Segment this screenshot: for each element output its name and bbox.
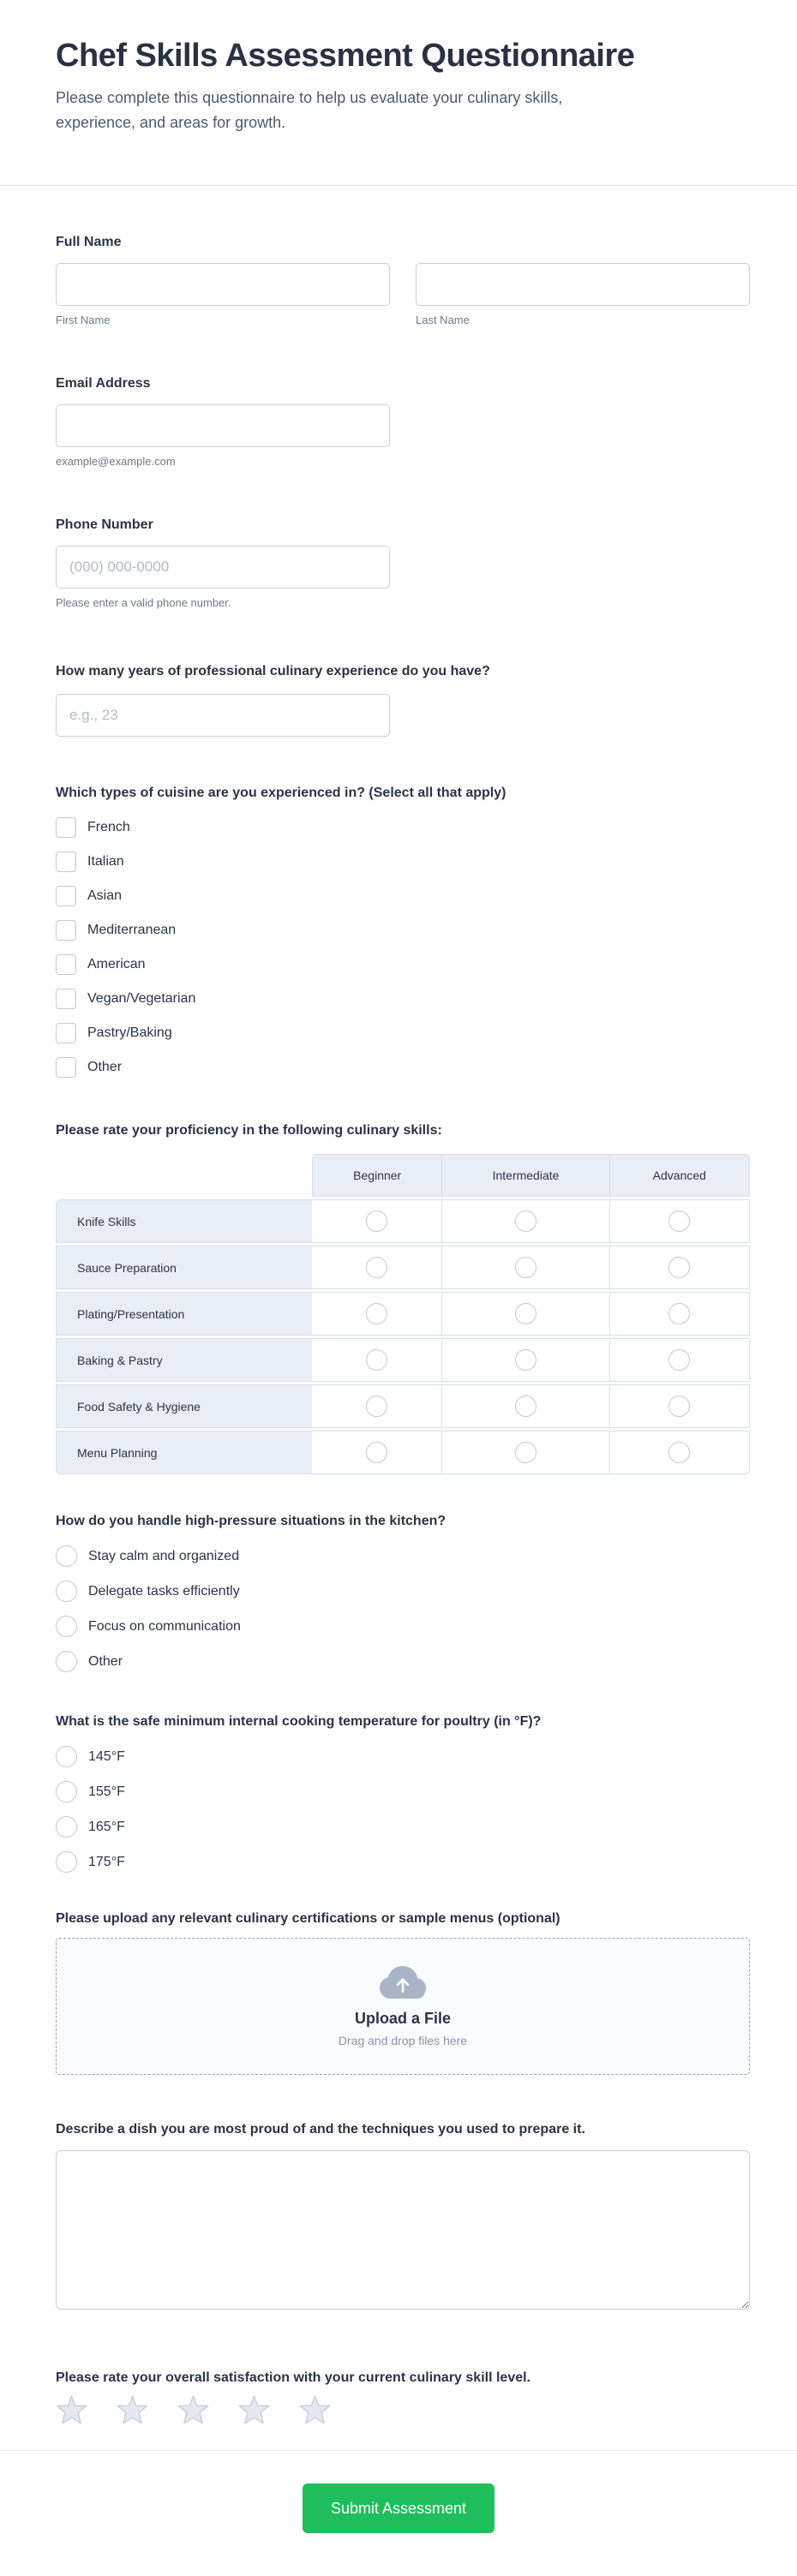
cuisine-option-american[interactable] <box>56 954 750 975</box>
cuisine-option-other[interactable] <box>56 1057 750 1078</box>
pressure-option-label: Delegate tasks efficiently <box>88 1583 240 1599</box>
pressure-label: How do you handle high-pressure situations in the kitchen? <box>56 1514 446 1528</box>
temp-option-label: 155°F <box>88 1784 125 1799</box>
radio-icon[interactable] <box>56 1781 77 1802</box>
matrix-cell <box>442 1292 609 1336</box>
radio-icon[interactable] <box>56 1651 77 1672</box>
matrix-cell <box>312 1384 442 1428</box>
matrix-row-sauce-preparation <box>56 1246 750 1289</box>
matrix-cell <box>312 1431 442 1474</box>
star-icon-4[interactable] <box>238 2395 270 2426</box>
matrix-column-header-advanced: Advanced <box>610 1154 750 1197</box>
radio-icon[interactable] <box>56 1851 77 1873</box>
pressure-option-label: Other <box>88 1653 123 1669</box>
matrix-row-knife-skills <box>56 1199 750 1243</box>
form-footer <box>0 2451 797 2576</box>
matrix-row-label: Food Safety & Hygiene <box>56 1384 312 1428</box>
matrix-cell <box>442 1338 609 1382</box>
email-sublabel: example@example.com <box>56 455 176 468</box>
temp-option-label: 175°F <box>88 1854 125 1869</box>
matrix-cell <box>312 1199 442 1243</box>
matrix-row-food-safety-hygiene <box>56 1384 750 1428</box>
checkbox-icon[interactable] <box>56 1057 76 1078</box>
checkbox-icon[interactable] <box>56 886 76 906</box>
matrix-radio-icon[interactable] <box>668 1442 690 1463</box>
matrix-radio-icon[interactable] <box>668 1210 690 1232</box>
skills-matrix-table <box>56 1151 750 1477</box>
cuisine-option-label: Pastry/Baking <box>87 1025 172 1040</box>
matrix-radio-icon[interactable] <box>515 1210 536 1232</box>
page-subtitle-line1: Please complete this questionnaire to help us evaluate your culinary skills, <box>56 89 563 106</box>
temp-option-145[interactable] <box>56 1746 750 1767</box>
checkbox-icon[interactable] <box>56 989 76 1009</box>
field-poultry-temp <box>56 1713 750 1873</box>
cuisine-option-mediterranean[interactable] <box>56 920 750 941</box>
matrix-cell <box>610 1384 750 1428</box>
temp-option-label: 165°F <box>88 1819 125 1834</box>
matrix-cell <box>312 1246 442 1289</box>
matrix-row-baking-pastry <box>56 1338 750 1382</box>
matrix-radio-icon[interactable] <box>515 1442 536 1463</box>
matrix-radio-icon[interactable] <box>668 1303 690 1324</box>
upload-cloud-icon <box>378 1965 428 1999</box>
matrix-cell <box>610 1199 750 1243</box>
file-upload-dropzone[interactable] <box>56 1938 750 2075</box>
pressure-option-communication[interactable] <box>56 1616 750 1637</box>
email-label: Email Address <box>56 376 151 391</box>
last-name-column <box>416 263 750 327</box>
matrix-row-label: Plating/Presentation <box>56 1292 312 1336</box>
radio-icon[interactable] <box>56 1616 77 1637</box>
first-name-sublabel: First Name <box>56 314 111 326</box>
form-body <box>0 186 797 2426</box>
field-skills-matrix <box>56 1122 750 1477</box>
checkbox-icon[interactable] <box>56 817 76 838</box>
field-email <box>56 375 750 469</box>
matrix-row-plating-presentation <box>56 1292 750 1336</box>
star-icon-1[interactable] <box>56 2395 87 2426</box>
cuisine-option-label: Italian <box>87 854 124 869</box>
field-full-name <box>56 234 750 327</box>
star-icon-3[interactable] <box>177 2395 209 2426</box>
matrix-radio-icon[interactable] <box>366 1303 387 1324</box>
satisfaction-label: Please rate your overall satisfaction with your current culinary skill level. <box>56 2370 530 2385</box>
temp-option-label: 145°F <box>88 1748 125 1764</box>
matrix-row-menu-planning <box>56 1431 750 1474</box>
cuisine-option-pastry-baking[interactable] <box>56 1023 750 1043</box>
pressure-option-stay-calm[interactable] <box>56 1545 750 1567</box>
pressure-option-other[interactable] <box>56 1651 750 1672</box>
cuisine-option-asian[interactable] <box>56 886 750 906</box>
page-subtitle-line2: experience, and areas for growth. <box>56 114 286 131</box>
star-icon-5[interactable] <box>299 2395 331 2426</box>
matrix-header-row <box>56 1154 750 1197</box>
form-header <box>0 0 797 135</box>
matrix-radio-icon[interactable] <box>668 1257 690 1278</box>
matrix-cell <box>442 1384 609 1428</box>
matrix-cell <box>312 1292 442 1336</box>
matrix-cell <box>610 1431 750 1474</box>
matrix-cell <box>610 1246 750 1289</box>
matrix-radio-icon[interactable] <box>515 1303 536 1324</box>
last-name-input[interactable] <box>416 263 750 306</box>
field-pressure <box>56 1513 750 1672</box>
matrix-radio-icon[interactable] <box>515 1349 536 1371</box>
radio-icon[interactable] <box>56 1816 77 1838</box>
field-phone <box>56 517 750 610</box>
matrix-cell <box>442 1246 609 1289</box>
cuisine-option-label: Mediterranean <box>87 923 177 937</box>
field-experience-years <box>56 663 750 737</box>
checkbox-icon[interactable] <box>56 1023 76 1043</box>
matrix-radio-icon[interactable] <box>366 1396 387 1417</box>
cuisine-option-label: American <box>87 957 146 971</box>
star-icon-2[interactable] <box>117 2395 148 2426</box>
page-title: Chef Skills Assessment Questionnaire <box>56 38 635 74</box>
matrix-radio-icon[interactable] <box>515 1257 536 1278</box>
matrix-row-label: Menu Planning <box>56 1431 312 1474</box>
matrix-radio-icon[interactable] <box>668 1349 690 1371</box>
temp-option-155[interactable] <box>56 1781 750 1802</box>
temp-option-165[interactable] <box>56 1816 750 1838</box>
last-name-sublabel: Last Name <box>416 314 470 326</box>
experience-years-label: How many years of professional culinary experience do you have? <box>56 664 490 678</box>
field-dish <box>56 2121 750 2310</box>
dish-label: Describe a dish you are most proud of and the techniques you used to prepare it. <box>56 2122 585 2137</box>
submit-button[interactable]: Submit Assessment <box>303 2483 494 2533</box>
full-name-row <box>56 263 750 327</box>
matrix-cell <box>610 1292 750 1336</box>
matrix-column-header-intermediate: Intermediate <box>442 1154 609 1197</box>
matrix-radio-icon[interactable] <box>366 1257 387 1278</box>
matrix-row-label: Sauce Preparation <box>56 1246 312 1289</box>
first-name-input[interactable] <box>56 263 390 306</box>
matrix-corner-cell <box>56 1154 312 1197</box>
matrix-cell <box>312 1338 442 1382</box>
cuisine-option-label: Other <box>87 1060 123 1074</box>
radio-icon[interactable] <box>56 1746 77 1767</box>
pressure-option-label: Focus on communication <box>88 1618 241 1634</box>
pressure-option-label: Stay calm and organized <box>88 1548 240 1563</box>
checkbox-icon[interactable] <box>56 954 76 975</box>
upload-label: Please upload any relevant culinary certifications or sample menus (optional) <box>56 1911 560 1926</box>
matrix-radio-icon[interactable] <box>515 1396 536 1417</box>
temp-option-175[interactable] <box>56 1851 750 1873</box>
matrix-cell <box>442 1431 609 1474</box>
matrix-row-label: Knife Skills <box>56 1199 312 1243</box>
matrix-column-header-beginner: Beginner <box>312 1154 442 1197</box>
upload-button-text: Upload a File <box>354 2010 452 2027</box>
matrix-row-label: Baking & Pastry <box>56 1338 312 1382</box>
dish-description-textarea[interactable] <box>56 2150 750 2310</box>
cuisine-option-label: Asian <box>87 888 123 903</box>
phone-input[interactable] <box>56 546 390 589</box>
checkbox-icon[interactable] <box>56 852 76 872</box>
phone-sublabel: Please enter a valid phone number. <box>56 596 231 609</box>
field-upload <box>56 1910 750 2075</box>
first-name-column <box>56 263 390 327</box>
matrix-radio-icon[interactable] <box>366 1442 387 1463</box>
matrix-radio-icon[interactable] <box>366 1210 387 1232</box>
upload-hint-text: Drag and drop files here <box>338 2034 468 2047</box>
phone-label: Phone Number <box>56 517 153 532</box>
experience-years-input[interactable] <box>56 694 390 737</box>
page-subtitle <box>56 86 746 135</box>
cuisine-option-french[interactable] <box>56 817 750 838</box>
star-rating <box>56 2395 750 2426</box>
matrix-cell <box>442 1199 609 1243</box>
radio-icon[interactable] <box>56 1581 77 1602</box>
cuisines-label: Which types of cuisine are you experienced in? (Select all that apply) <box>56 786 506 800</box>
email-input[interactable] <box>56 404 390 447</box>
skills-matrix-label: Please rate your proficiency in the following culinary skills: <box>56 1123 442 1138</box>
cuisine-option-label: Vegan/Vegetarian <box>87 991 196 1006</box>
full-name-label: Full Name <box>56 235 122 249</box>
checkbox-icon[interactable] <box>56 920 76 941</box>
field-satisfaction <box>56 2370 750 2426</box>
matrix-cell <box>610 1338 750 1382</box>
cuisine-option-italian[interactable] <box>56 852 750 872</box>
field-cuisines <box>56 785 750 1078</box>
poultry-temp-label: What is the safe minimum internal cooking temperature for poultry (in °F)? <box>56 1714 542 1729</box>
matrix-radio-icon[interactable] <box>668 1396 690 1417</box>
cuisine-option-vegan-vegetarian[interactable] <box>56 989 750 1009</box>
radio-icon[interactable] <box>56 1545 77 1567</box>
pressure-option-delegate[interactable] <box>56 1581 750 1602</box>
matrix-radio-icon[interactable] <box>366 1349 387 1371</box>
cuisine-option-label: French <box>87 820 130 834</box>
